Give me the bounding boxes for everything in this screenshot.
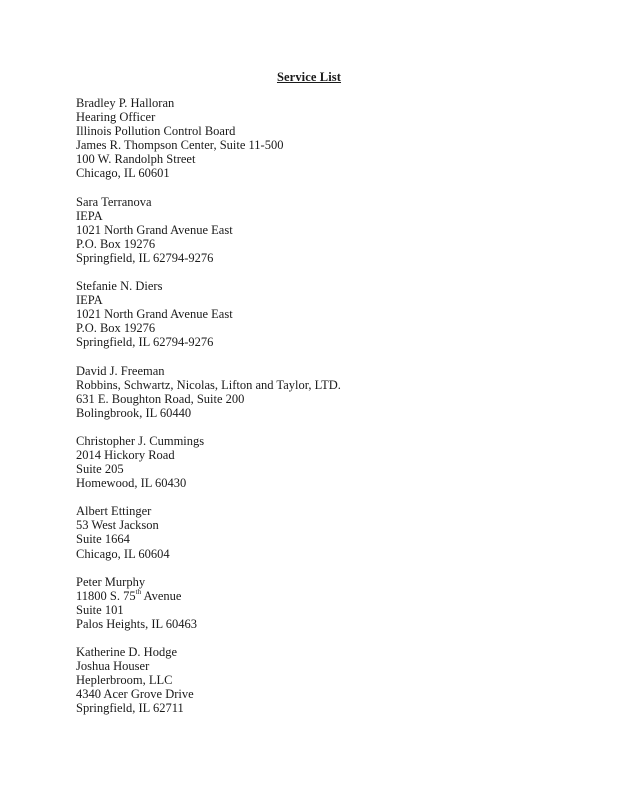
entry-line: Joshua Houser [76, 659, 150, 674]
entry-line: 100 W. Randolph Street [76, 152, 196, 167]
entry-name: Albert Ettinger [76, 504, 152, 519]
page-title: Service List [276, 70, 342, 84]
entry-line: 53 West Jackson [76, 518, 159, 533]
ordinal-suffix: th [135, 587, 142, 596]
street-number: 11800 S. 75 [76, 588, 136, 603]
service-entry [76, 504, 556, 560]
entry-line: Heplerbroom, LLC [76, 673, 173, 688]
service-entry [76, 279, 556, 349]
service-list [76, 96, 556, 729]
entry-name: Sara Terranova [76, 194, 152, 209]
entry-line: Springfield, IL 62711 [76, 701, 184, 716]
entry-line: P.O. Box 19276 [76, 321, 156, 336]
entry-line: Robbins, Schwartz, Nicolas, Lifton and Taylor, LTD. [76, 377, 341, 392]
entry-line [76, 589, 556, 603]
entry-line: P.O. Box 19276 [76, 236, 156, 251]
entry-name: Bradley P. Halloran [76, 96, 175, 110]
entry-line: Chicago, IL 60601 [76, 166, 170, 181]
entry-name: Christopher J. Cummings [76, 433, 205, 448]
service-entry [76, 645, 556, 715]
street-rest: Avenue [141, 588, 182, 603]
entry-line: Palos Heights, IL 60463 [76, 616, 198, 631]
entry-line: 1021 North Grand Avenue East [76, 307, 233, 322]
entry-line: Homewood, IL 60430 [76, 476, 187, 491]
service-entry [76, 434, 556, 490]
entry-line: Suite 1664 [76, 532, 130, 547]
entry-line: James R. Thompson Center, Suite 11-500 [76, 138, 284, 153]
service-entry [76, 575, 556, 631]
service-entry [76, 96, 556, 181]
entry-name: Stefanie N. Diers [76, 279, 163, 294]
entry-line: 2014 Hickory Road [76, 447, 175, 462]
entry-line: 1021 North Grand Avenue East [76, 222, 233, 237]
entry-line: IEPA [76, 208, 103, 223]
entry-line: Springfield, IL 62794-9276 [76, 335, 214, 350]
entry-line: Springfield, IL 62794-9276 [76, 250, 214, 265]
entry-line: Bolingbrook, IL 60440 [76, 405, 192, 420]
entry-line: Illinois Pollution Control Board [76, 124, 236, 139]
entry-line: Suite 101 [76, 602, 124, 617]
entry-line: Chicago, IL 60604 [76, 546, 170, 561]
entry-name: Peter Murphy [76, 574, 146, 589]
service-entry [76, 195, 556, 265]
entry-line: Suite 205 [76, 462, 124, 477]
entry-line: Hearing Officer [76, 110, 156, 125]
entry-line: IEPA [76, 293, 103, 308]
entry-line: 631 E. Boughton Road, Suite 200 [76, 391, 245, 406]
entry-name: Katherine D. Hodge [76, 645, 178, 659]
service-entry [76, 364, 556, 420]
entry-line: 4340 Acer Grove Drive [76, 687, 194, 702]
entry-name: David J. Freeman [76, 363, 165, 378]
